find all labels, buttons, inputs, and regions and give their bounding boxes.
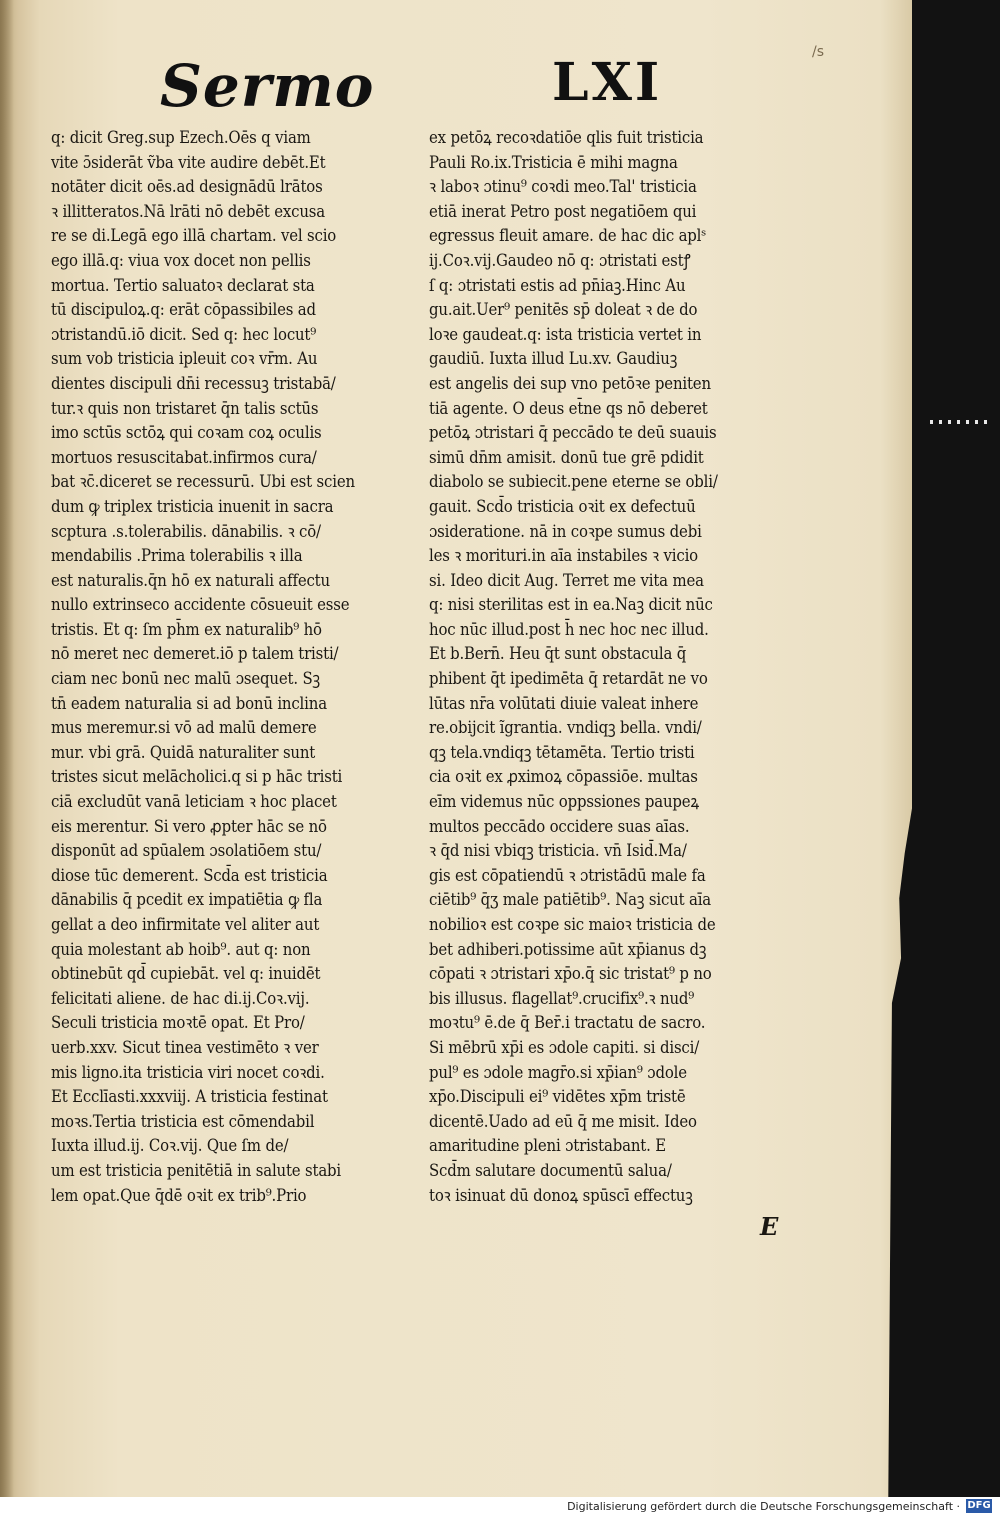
text-line: tristes sicut melācholici.q si p hāc tristi <box>51 767 343 787</box>
text-line: phibent q̄t ipedimēta q̄ retardāt ne vo <box>429 669 708 689</box>
running-head-title: Sermo <box>160 52 375 120</box>
text-line: gis est cōpatiendū ꝛ ɔtristādū male fa <box>429 865 706 885</box>
text-line: loꝛe gaudeat.q: ista tristicia vertet in <box>429 324 702 344</box>
text-line: Pauli Ro.ix.Tristicia ē mihi magna <box>429 152 678 172</box>
text-line: ciā excludūt vanā leticiam ꝛ hoc placet <box>51 792 337 812</box>
text-line: gaudiū. Iuxta illud Lu.xv. Gaudiuꝫ <box>429 349 678 369</box>
text-line: imo sctūs sctōꝝ qui coꝛam coꝝ oculis <box>51 423 322 443</box>
text-line: moꝛtu⁹ ē.de q̄ Ber̄.i tractatu de sacro. <box>429 1013 706 1033</box>
dfg-logo: DFG <box>967 1500 991 1511</box>
text-line: est angelis dei sup vno petōꝛe peniten <box>429 373 711 393</box>
text-line: cia oꝛit ex ꝓximoꝝ cōpassiōe. multas <box>429 767 698 787</box>
text-line: Et Ecclīasti.xxxviij. A tristicia festinat <box>51 1087 328 1107</box>
text-line: ego illā.q: viua vox docet non pellis <box>51 250 311 270</box>
text-line: Seculi tristicia moꝛtē opat. Et Pro/ <box>51 1013 305 1033</box>
text-line: tū discipuloꝝ.q: erāt cōpassibiles ad <box>51 300 316 320</box>
text-line: re.obijcit ĩgrantia. vndiqꝫ bella. vndi/ <box>429 718 702 738</box>
text-line: um est tristicia penitētiā in salute stabi <box>51 1160 342 1180</box>
text-line: mus meremur.si vō ad malū demere <box>51 718 317 738</box>
text-line: ſ q: ɔtristati estis ad pn̄iaꝫ.Hinc Au <box>429 275 686 295</box>
text-line: tristis. Et q: ſm ph̄m ex naturalib⁹ hō <box>51 619 322 639</box>
text-line: mortuos resuscitabat.infirmos cura/ <box>51 447 317 467</box>
text-line: Et b.Bern̄. Heu q̄t sunt obstacula q̄ <box>429 644 687 664</box>
text-line: xp̄o.Discipuli ei⁹ vidētes xp̄m tristē <box>429 1087 686 1107</box>
text-line: disponūt ad spūalem ɔsolatiōem stu/ <box>51 841 322 861</box>
text-line: les ꝛ morituri.in aīa instabiles ꝛ vicio <box>429 546 698 566</box>
text-line: diabolo se subiecit.pene eterne se obli/ <box>429 472 718 492</box>
folio-number: LXI <box>552 52 663 113</box>
text-line: bat ꝛc̄.diceret se recessurū. Ubi est scien <box>51 472 355 492</box>
text-line: mur. vbi grā. Quidā naturaliter sunt <box>51 742 316 762</box>
text-line: gauit. Scd̄o tristicia oꝛit ex defectuū <box>429 496 696 516</box>
text-line: amaritudine pleni ɔtristabant. E <box>429 1136 666 1156</box>
text-line: simū dn̄m amisit. donū tue grē pdidit <box>429 447 704 467</box>
text-line: petōꝝ ɔtristari q̄ peccādo te deū suauis <box>429 423 717 443</box>
text-line: dum ꝙ triplex tristicia inuenit in sacra <box>51 496 334 516</box>
corner-annotation: /s <box>812 44 825 60</box>
text-line: vite ɔ̄siderāt ṽba vite audire debēt.Et <box>51 152 326 172</box>
text-line: mortua. Tertio saluatoꝛ declarat sta <box>51 275 315 295</box>
text-line: eīm videmus nūc oppssiones paupeꝝ <box>429 792 699 812</box>
text-line: notāter dicit oēs.ad designādū lrātos <box>51 177 323 197</box>
text-line: tn̄ eadem naturalia si ad bonū inclina <box>51 693 327 713</box>
text-line: lem opat.Que q̄dē oꝛit ex trib⁹.Prio <box>51 1185 307 1205</box>
text-line: tiā agente. O deus et̄ne qs nō deberet <box>429 398 708 418</box>
text-line: lūtas nr̄a volūtati diuie valeat inhere <box>429 693 699 713</box>
text-line: etiā inerat Petro post negatiōem qui <box>429 201 697 221</box>
text-line: toꝛ isinuat dū donoꝝ spūscī effectuꝫ <box>429 1185 693 1205</box>
text-line: gu.ait.Uer⁹ penitēs sp̄ doleat ꝛ de do <box>429 300 698 320</box>
text-line: mendabilis .Prima tolerabilis ꝛ illa <box>51 546 303 566</box>
text-line: nobilioꝛ est coꝛpe sic maioꝛ tristicia de <box>429 915 716 934</box>
text-line: ɔtristandū.iō dicit. Sed q: hec locut⁹ <box>51 324 317 344</box>
text-line: eis merentur. Si vero ꝓpter hāc se nō <box>51 816 327 836</box>
text-line: est naturalis.q̄n hō ex naturali affectu <box>51 570 330 590</box>
text-line: q: dicit Greg.sup Ezech.Oēs q viam <box>51 128 311 147</box>
text-line: dicentē.Uado ad eū q̄ me misit. Ideo <box>429 1111 697 1131</box>
text-line: nō meret nec demeret.iō p talem tristi/ <box>51 644 339 664</box>
text-line: re se di.Legā ego illā chartam. vel scio <box>51 226 337 246</box>
text-line: bis illusus. flagellat⁹.crucifix⁹.ꝛ nud⁹ <box>429 988 695 1008</box>
text-line: sum vob tristicia ipleuit coꝛ vr̄m. Au <box>51 349 318 369</box>
text-column-right <box>429 126 824 1208</box>
text-line: dānabilis q̄ pcedit ex impatiētia ꝙ fla <box>51 890 323 910</box>
text-line: Si mēbrū xp̄i es ɔdole capiti. si disci/ <box>429 1037 700 1057</box>
text-line: ꝛ q̄d nisi vbiqꝫ tristicia. vn̄ Isid̄.Ma/ <box>429 841 687 861</box>
text-line: tur.ꝛ quis non tristaret q̄n talis sctūs <box>51 398 319 418</box>
text-line: gellat a deo infirmitate vel aliter aut <box>51 915 320 934</box>
text-line: ꝛ laboꝛ ɔtinu⁹ coꝛdi meo.Tal' tristicia <box>429 177 697 197</box>
text-line: si. Ideo dicit Aug. Terret me vita mea <box>429 570 704 590</box>
text-line: quia molestant ab hoib⁹. aut q: non <box>51 939 311 959</box>
text-line: moꝛs.Tertia tristicia est cōmendabil <box>51 1111 315 1131</box>
text-line: multos peccādo occidere suas aīas. <box>429 816 690 836</box>
text-line: dientes discipuli dn̄i recessuꝫ tristabā/ <box>51 373 336 393</box>
text-line: diose tūc demerent. Scd̄a est tristicia <box>51 865 328 885</box>
text-line: ex petōꝝ recoꝛdatiōe qlis fuit tristicia <box>429 128 704 147</box>
scan-edge-artifact <box>930 420 990 424</box>
text-line: q: nisi sterilitas est in ea.Naꝫ dicit nūc <box>429 595 713 615</box>
text-line: ciam nec bonū nec malū ɔsequet. Sꝫ <box>51 669 320 689</box>
text-line: ciētib⁹ q̄ʒ male patiētib⁹. Naꝫ sicut aīa <box>429 890 712 910</box>
text-line: egressus fleuit amare. de hac dic aplˢ <box>429 226 707 246</box>
text-line: cōpati ꝛ ɔtristari xp̄o.q̄ sic tristat⁹ p no <box>429 964 712 984</box>
text-line: nullo extrinseco accidente cōsueuit esse <box>51 595 350 615</box>
text-line: bet adhiberi.potissime aūt xp̄ianus dꝫ <box>429 939 707 959</box>
text-line: obtinebūt qd̄ cupiebāt. vel q: inuidēt <box>51 964 321 984</box>
text-line: qꝫ tela.vndiqꝫ tētamēta. Tertio tristi <box>429 742 695 762</box>
text-line: uerb.xxv. Sicut tinea vestimēto ꝛ ver <box>51 1037 319 1057</box>
page-gutter-shadow <box>0 0 14 1497</box>
text-line: pul⁹ es ɔdole magr̄o.si xp̄ian⁹ ɔdole <box>429 1062 687 1082</box>
text-line: ꝛ illitteratos.Nā lrāti nō debēt excusa <box>51 201 325 221</box>
text-line: mis ligno.ita tristicia viri nocet coꝛdi. <box>51 1062 325 1082</box>
digitization-footer <box>0 1497 1000 1517</box>
text-line: ij.Coꝛ.vij.Gaudeo nō q: ɔtristati estꝭ <box>429 250 691 270</box>
footer-credit: Digitalisierung gefördert durch die Deutsche Forschungsgemeinschaft · <box>567 1500 960 1513</box>
text-line: Scd̄m salutare documentū salua/ <box>429 1160 672 1180</box>
text-line: scptura .s.tolerabilis. dānabilis. ꝛ cō/ <box>51 521 321 541</box>
text-line: felicitati aliene. de hac di.ij.Coꝛ.vij. <box>51 988 310 1008</box>
text-line: ɔsideratione. nā in coꝛpe sumus debi <box>429 521 702 541</box>
text-column-left <box>51 126 423 1208</box>
catchword: E <box>760 1212 779 1241</box>
text-line: hoc nūc illud.post h̄ nec hoc nec illud. <box>429 619 709 639</box>
text-line: Iuxta illud.ij. Coꝛ.vij. Que ſm de/ <box>51 1136 289 1156</box>
